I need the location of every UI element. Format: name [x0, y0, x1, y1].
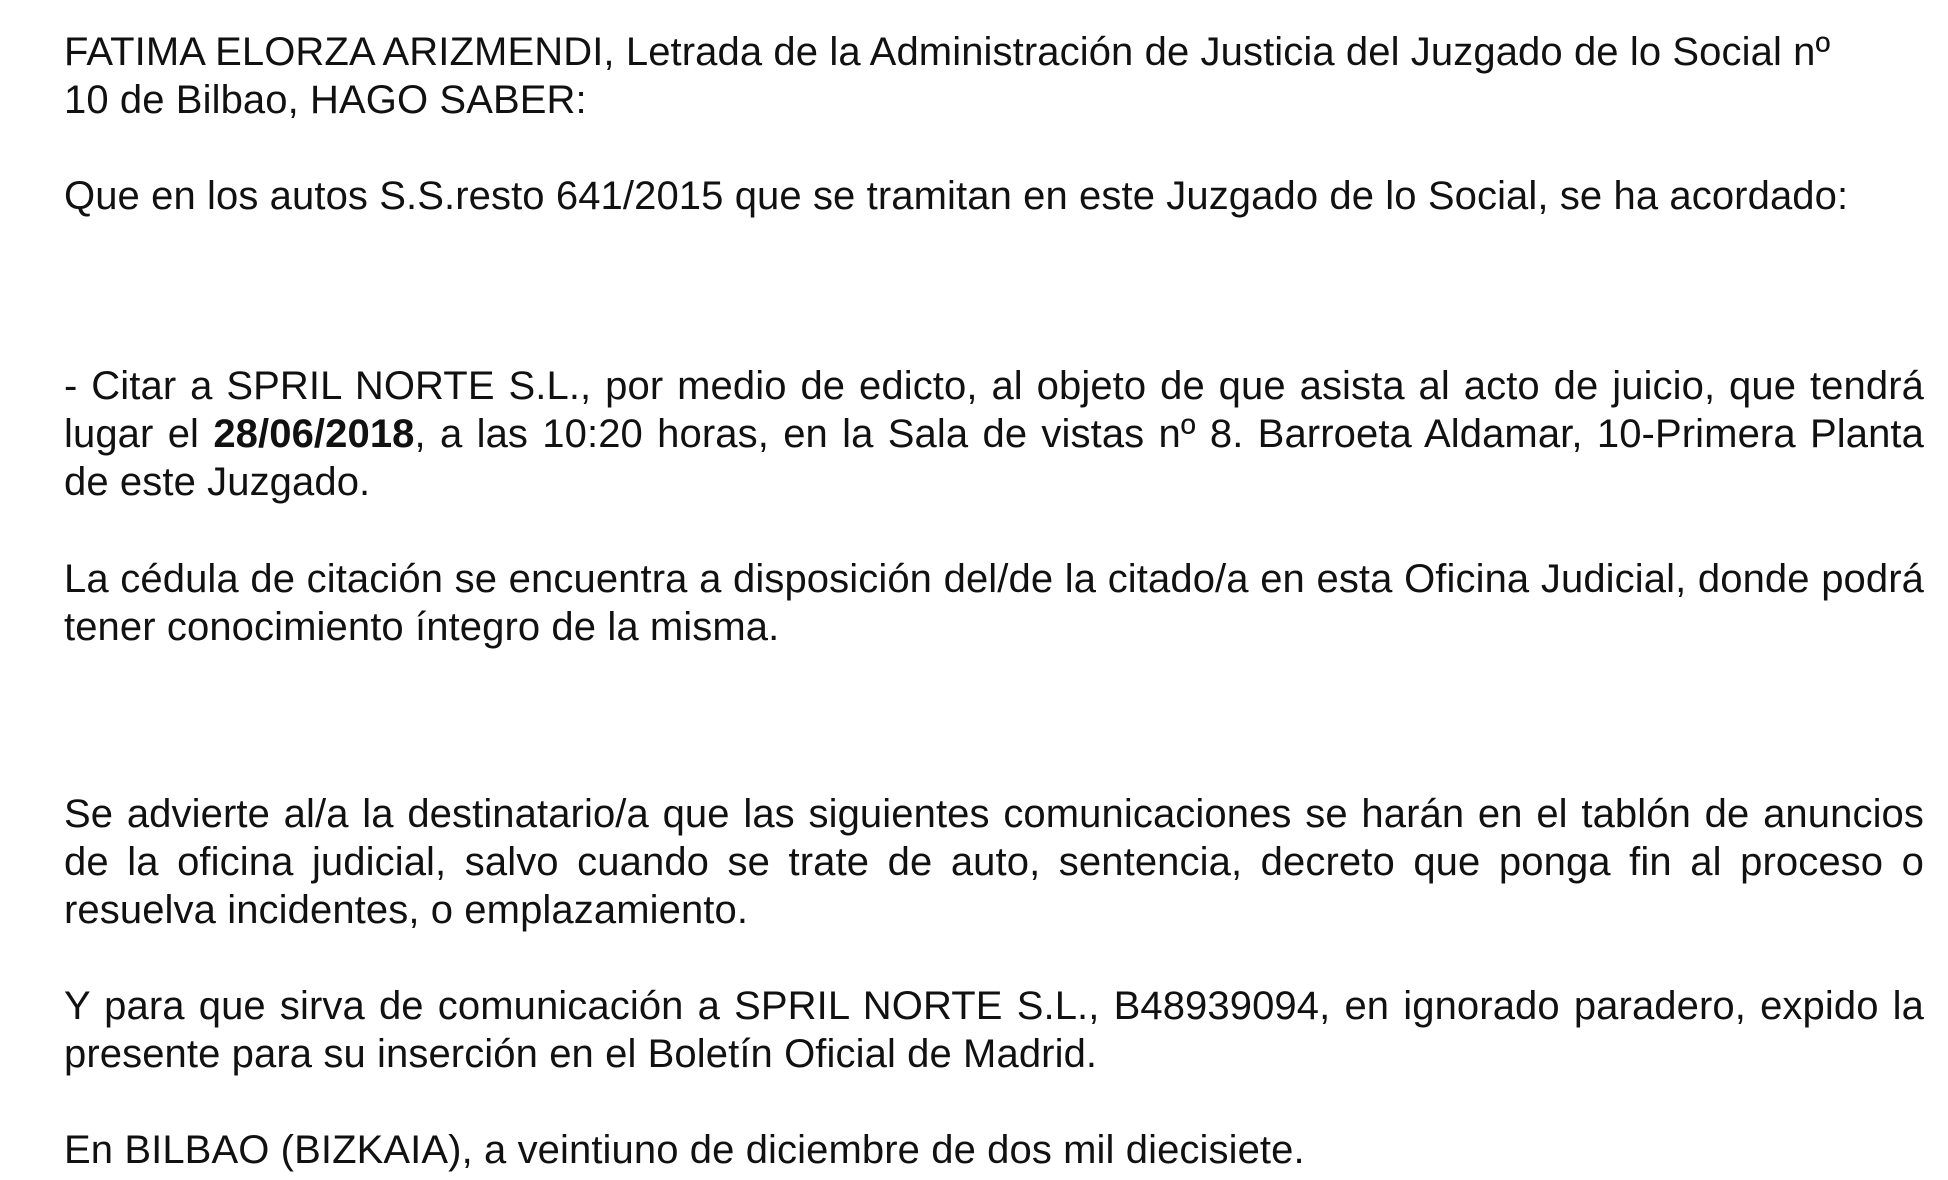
- place-date-paragraph: En BILBAO (BIZKAIA), a veintiuno de diciembre de dos mil diecisiete.: [64, 1128, 1305, 1172]
- trial-date: 28/06/2018: [213, 412, 415, 456]
- intro-paragraph: Que en los autos S.S.resto 641/2015 que se tramitan en este Juzgado de lo Social, se ha acordado:: [64, 174, 1849, 218]
- citation-paragraph: [64, 362, 1924, 506]
- citation-text-after-date: , a las 10:20 horas, en la Sala de vistas nº 8. Barroeta Aldamar, 10-Primera Planta de este Juzgado.: [64, 412, 1924, 504]
- citation-text-before-date: - Citar a SPRIL NORTE S.L., por medio de edicto, al objeto de que asista al acto de juicio, que tendrá lugar el: [64, 364, 1924, 456]
- header-line-2: 10 de Bilbao, HAGO SABER:: [64, 78, 587, 122]
- header-line-1: FATIMA ELORZA ARIZMENDI, Letrada de la Administración de Justicia del Juzgado de lo Social nº: [64, 30, 1831, 74]
- comunicacion-paragraph: Y para que sirva de comunicación a SPRIL NORTE S.L., B48939094, en ignorado paradero, expido la presente para su inserción en el Boletín Oficial de Madrid.: [64, 984, 1924, 1076]
- cedula-paragraph: La cédula de citación se encuentra a disposición del/de la citado/a en esta Oficina Judicial, donde podrá tener conocimiento íntegro de la misma.: [64, 557, 1924, 649]
- header-paragraph: [64, 28, 1924, 124]
- advertencia-paragraph: Se advierte al/a la destinatario/a que las siguientes comunicaciones se harán en el tablón de anuncios de la oficina judicial, salvo cuando se trate de auto, sentencia, decreto que ponga fin al proceso o resuelva incidentes, o emplazamiento.: [64, 792, 1924, 932]
